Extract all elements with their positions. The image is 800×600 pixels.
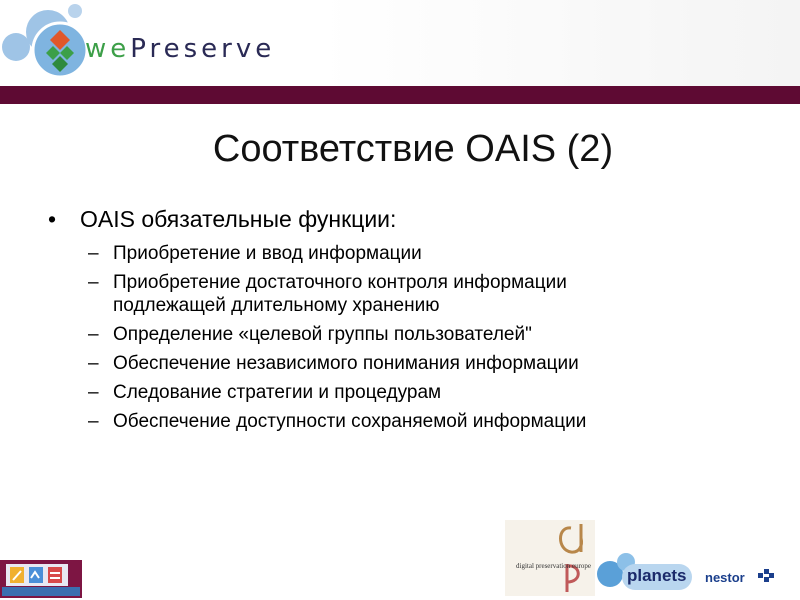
bullet-dot-icon: • (48, 206, 57, 232)
logo-word: Preserve (130, 34, 276, 64)
dash-icon: – (88, 382, 99, 403)
dash-icon: – (88, 353, 99, 374)
list-item (48, 271, 768, 317)
list-item-text: Обеспечение доступности сохраняемой информации (113, 411, 587, 432)
logo-wordmark (85, 34, 275, 64)
nestor-square-3 (764, 577, 769, 582)
footer-badge-logo (0, 560, 82, 598)
list-item-text: Приобретение и ввод информации (113, 243, 422, 264)
list-item (48, 242, 768, 265)
badge-panel (6, 564, 68, 586)
nestor-square-2 (764, 569, 769, 574)
list-item (48, 410, 768, 433)
list-item (48, 352, 768, 375)
dash-icon: – (88, 272, 99, 293)
nestor-square-4 (769, 573, 774, 578)
dpe-caption: digital preservation europe (516, 562, 592, 570)
nestor-squares-icon (758, 569, 774, 583)
sub-list (48, 242, 768, 433)
logo-bubble-small (68, 4, 82, 18)
list-item (48, 323, 768, 346)
list-item (48, 381, 768, 404)
dpe-logo-icon (505, 520, 595, 596)
list-item-text: Определение «целевой группы пользователей" (113, 324, 532, 345)
nestor-square-1 (758, 573, 763, 578)
logo-bubble-left (2, 33, 30, 61)
dash-icon: – (88, 243, 99, 264)
slide-title: Соответствие OAIS (2) (212, 128, 614, 170)
badge-arrows-icon (6, 564, 68, 586)
bullet-main (48, 204, 768, 234)
list-item-text: Следование стратегии и процедурам (113, 382, 442, 403)
header-bar (0, 86, 800, 104)
planets-label: planets (627, 566, 687, 585)
nestor-label: nestor (705, 570, 745, 585)
logo-prefix: we (85, 34, 131, 64)
list-item-text: Приобретение достаточного контроля информации подлежащей длительному хранению (113, 272, 567, 316)
bullet-text: OAIS обязательные функции: (80, 206, 397, 232)
badge-caption-strip (2, 587, 80, 596)
dash-icon: – (88, 324, 99, 345)
list-item-text: Обеспечение независимого понимания информации (113, 353, 579, 374)
badge-square-red (48, 567, 62, 583)
slide-body (48, 204, 768, 439)
dash-icon: – (88, 411, 99, 432)
